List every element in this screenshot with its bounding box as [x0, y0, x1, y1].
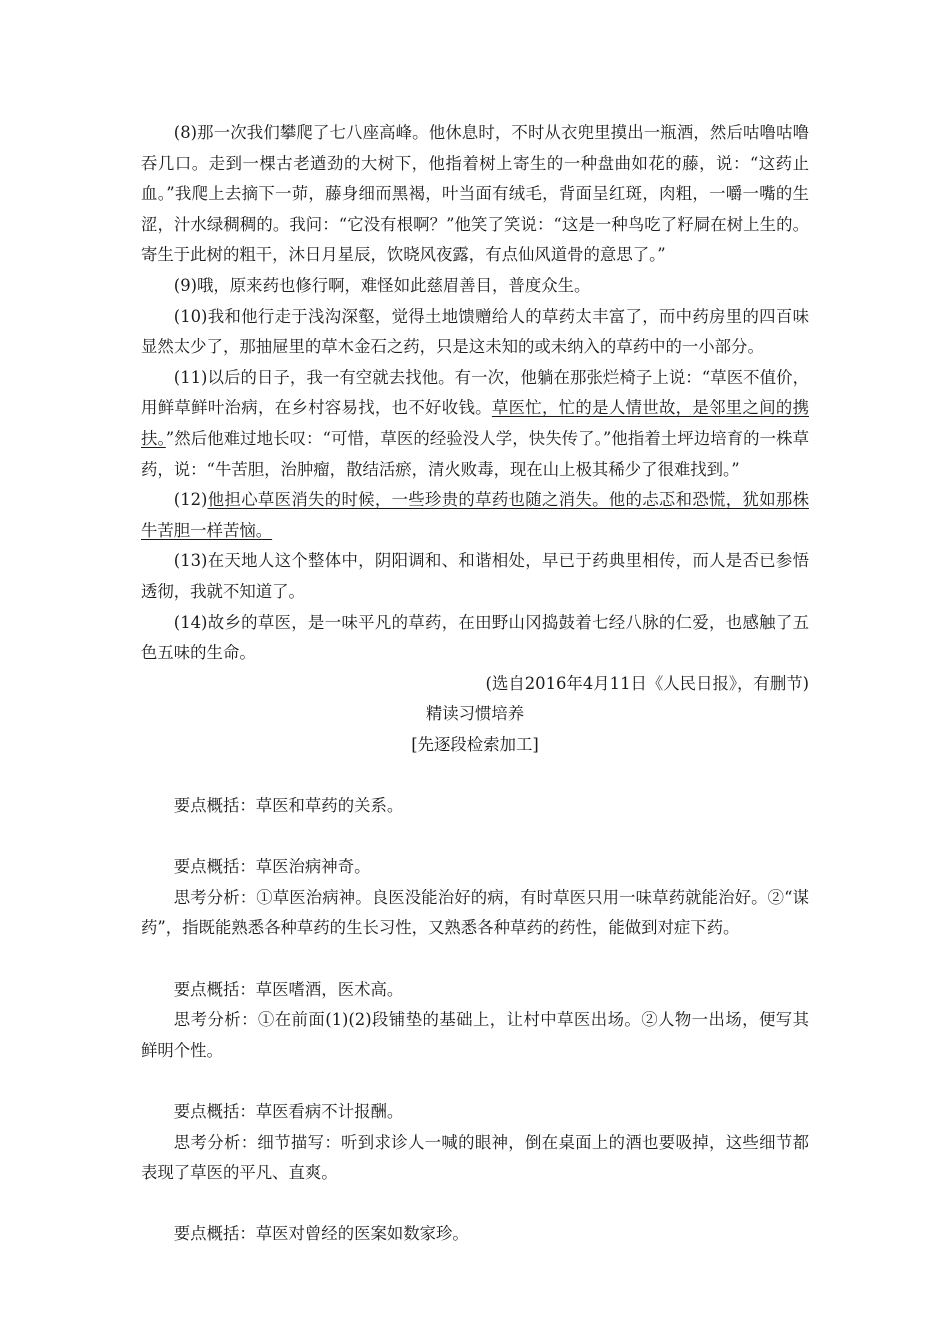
spacer [141, 1189, 809, 1220]
paragraph-11 [141, 363, 809, 485]
note-analysis-3: 思考分析：①在前面(1)(2)段铺垫的基础上，让村中草医出场。②人物一出场，便写其鲜明个性。 [141, 1010, 809, 1060]
paragraph-13: (13)在天地人这个整体中，阴阳调和、和谐相处，早已于药典里相传，而人是否已参悟透彻，我就不知道了。 [141, 551, 809, 601]
source-citation: (选自2016年4月11日《人民日报》，有删节) [485, 673, 809, 693]
spacer [141, 822, 809, 853]
paragraph-12-underlined: 他担心草医消失的时候，一些珍贵的草药也随之消失。他的忐忑和恐慌，犹如那株牛苦胆一样苦恼。 [141, 490, 809, 540]
paragraph-11-text-b: ”然后他难过地长叹：“可惜，草医的经验没人学，快失传了。”他指着土坪边培育的一株草药，说：“牛苦胆，治肿瘤，散结活瘀，清火败毒，现在山上极其稀少了很难找到。” [141, 428, 809, 479]
document-page [141, 118, 809, 1250]
note-analysis-2: 思考分析：①草医治病神。良医没能治好的病，有时草医只用一味草药就能治好。②“谋药”，指既能熟悉各种草药的生长习性，又熟悉各种草药的药性，能做到对症下药。 [141, 887, 809, 938]
paragraph-12-number: (12) [173, 490, 208, 510]
paragraph-8: (8)那一次我们攀爬了七八座高峰。他休息时，不时从衣兜里摸出一瓶酒，然后咕噜咕噜吞几口。走到一棵古老遒劲的大树下，他指着树上寄生的一种盘曲如花的藤，说：“这药止血。”我爬上去摘下一茆，藤身细而黑褐，叶当面有绒毛，背面呈红斑，肉粗，一嚼一嘴的生涩，汁水绿稠稠的。我问：“它没有根啊？”他笑了笑说：“这是一种鸟吃了籽屙在树上生的。寄生于此树的粗干，沐日月星辰，饮晓风夜露，有点仙风道骨的意思了。” [141, 123, 809, 265]
spacer [141, 1066, 809, 1097]
paragraph-12 [141, 485, 809, 546]
note-point-3: 要点概括：草医嗜酒，医术高。 [173, 979, 404, 999]
paragraph-11-text-a: (11)以后的日子，我一有空就去找他。有一次，他躺在那张烂椅子上说：“草医不值价，用鲜草鲜叶治病，在乡村容易找，也不好收钱。 [141, 367, 809, 418]
note-analysis-4: 思考分析：细节描写：听到求诊人一喊的眼神，倒在桌面上的酒也要吸掉，这些细节都表现了草医的平凡、直爽。 [141, 1132, 809, 1183]
paragraph-11-underlined: 草医忙，忙的是人情世故，是邻里之间的携扶。 [141, 398, 810, 448]
spacer [141, 944, 809, 975]
section-subtitle: [先逐段检索加工] [411, 734, 539, 754]
paragraph-10: (10)我和他行走于浅沟深壑，觉得土地馈赠给人的草药太丰富了，而中药房里的四百味显然太少了，那抽屉里的草木金石之药，只是这未知的或未纳入的草药中的一小部分。 [141, 306, 809, 357]
note-point-4: 要点概括：草医看病不计报酬。 [173, 1102, 404, 1121]
section-title: 精读习惯培养 [425, 704, 525, 724]
note-point-1: 要点概括：草医和草药的关系。 [173, 796, 404, 816]
note-point-2: 要点概括：草医治病神奇。 [173, 857, 371, 877]
paragraph-9: (9)哦，原来药也修行啊，难怪如此慈眉善目，普度众生。 [173, 275, 591, 295]
spacer [141, 760, 809, 791]
paragraph-14: (14)故乡的草医，是一味平凡的草药，在田野山冈捣鼓着七经八脉的仁爱，也感触了五色五味的生命。 [141, 612, 809, 663]
note-point-5: 要点概括：草医对曾经的医案如数家珍。 [173, 1224, 469, 1244]
